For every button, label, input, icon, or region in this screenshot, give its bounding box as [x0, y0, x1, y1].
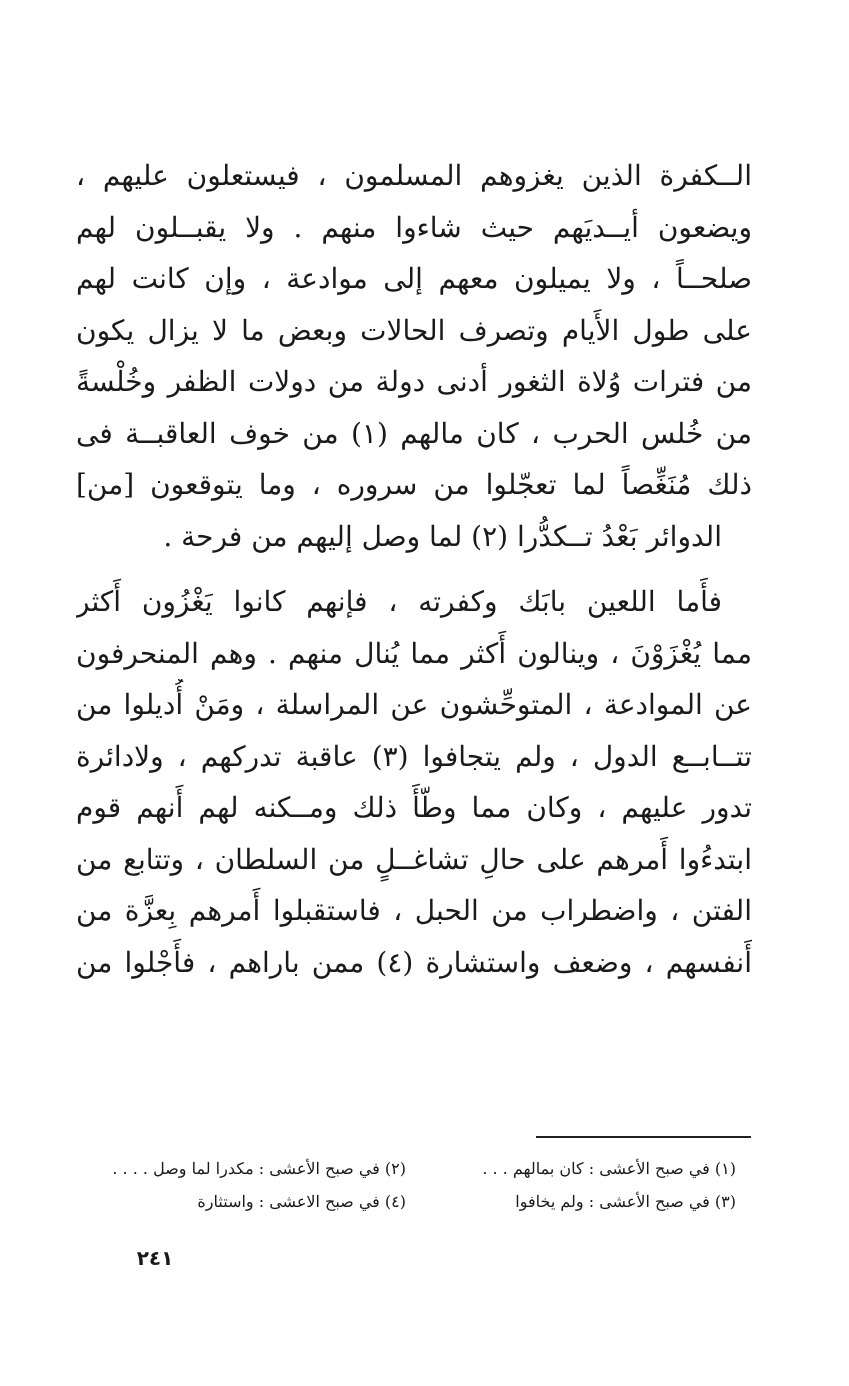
text-line: فأَما اللعين بابَك وكفرته ، فإنهم كانوا يَغْزُون أَكثر — [76, 585, 722, 618]
paragraph-1 — [76, 150, 752, 562]
text-line: ابتدءُوا أَمرهم على حالِ تشاغــلٍ من السلطان ، وتتابع من — [76, 842, 752, 876]
text-line: أَنفسهم ، وضعف واستشارة (٤) ممن باراهم ، فأَجْلوا من — [76, 945, 752, 979]
footnote-divider — [536, 1136, 751, 1138]
text-line: من فترات وُلاة الثغور أدنى دولة من دولات الظفر وخُلْسةً — [76, 365, 752, 398]
text-line: الفتن ، واضطراب من الحبل ، فاستقبلوا أَمرهم بِعزَّة من — [76, 894, 752, 927]
text-line: الــكفرة الذين يغزوهم المسلمون ، فيستعلون عليهم ، — [76, 159, 752, 192]
text-line: عن الموادعة ، المتوحِّشون عن المراسلة ، ومَنْ أُديلوا من — [76, 688, 752, 721]
text-line: الدوائر بَعْدُ تــكدُّرا (٢) لما وصل إليهم من فرحة . — [163, 519, 722, 553]
paragraph-2 — [76, 576, 752, 988]
text-line: على طول الأَيام وتصرف الحالات وبعض ما لا يزال يكون — [76, 313, 752, 347]
footnote-2: (٢) في صبح الأعشى : مكدرا لما وصل . . . . — [112, 1159, 406, 1178]
footnote-3: (٣) في صبح الأعشى : ولم يخافوا — [515, 1192, 736, 1211]
text-line: ذلك مُنَغِّصاً لما تعجّلوا من سروره ، وما يتوقعون [من] — [76, 468, 752, 501]
text-line: صلحــاً ، ولا يميلون معهم إلى موادعة ، وإن كانت لهم — [76, 262, 752, 295]
footnotes — [76, 1152, 736, 1218]
paragraph-gap — [76, 562, 752, 576]
main-text — [76, 150, 752, 988]
footnote-row — [76, 1185, 736, 1218]
page-number: ٢٤١ — [136, 1246, 174, 1270]
footnote-1: (١) في صبح الأعشى : كان بمالهم . . . — [482, 1159, 736, 1178]
footnote-row — [76, 1152, 736, 1185]
text-line: ويضعون أيــديَهم حيث شاءوا منهم . ولا يقبــلون لهم — [76, 210, 752, 244]
footnote-4: (٤) في صبح الاعشى : واستثارة — [197, 1192, 406, 1211]
text-line: من خُلس الحرب ، كان مالهم (١) من خوف العاقبــة فى — [76, 416, 752, 450]
text-line: مما يُغْزَوْنَ ، وينالون أَكثر مما يُنال منهم . وهم المنحرفون — [76, 636, 752, 670]
text-line: تتــابــع الدول ، ولم يتجافوا (٣) عاقبة تدركهم ، ولادائرة — [76, 739, 752, 773]
text-line: تدور عليهم ، وكان مما وطّأَ ذلك ومــكنه لهم أَنهم قوم — [76, 791, 752, 824]
